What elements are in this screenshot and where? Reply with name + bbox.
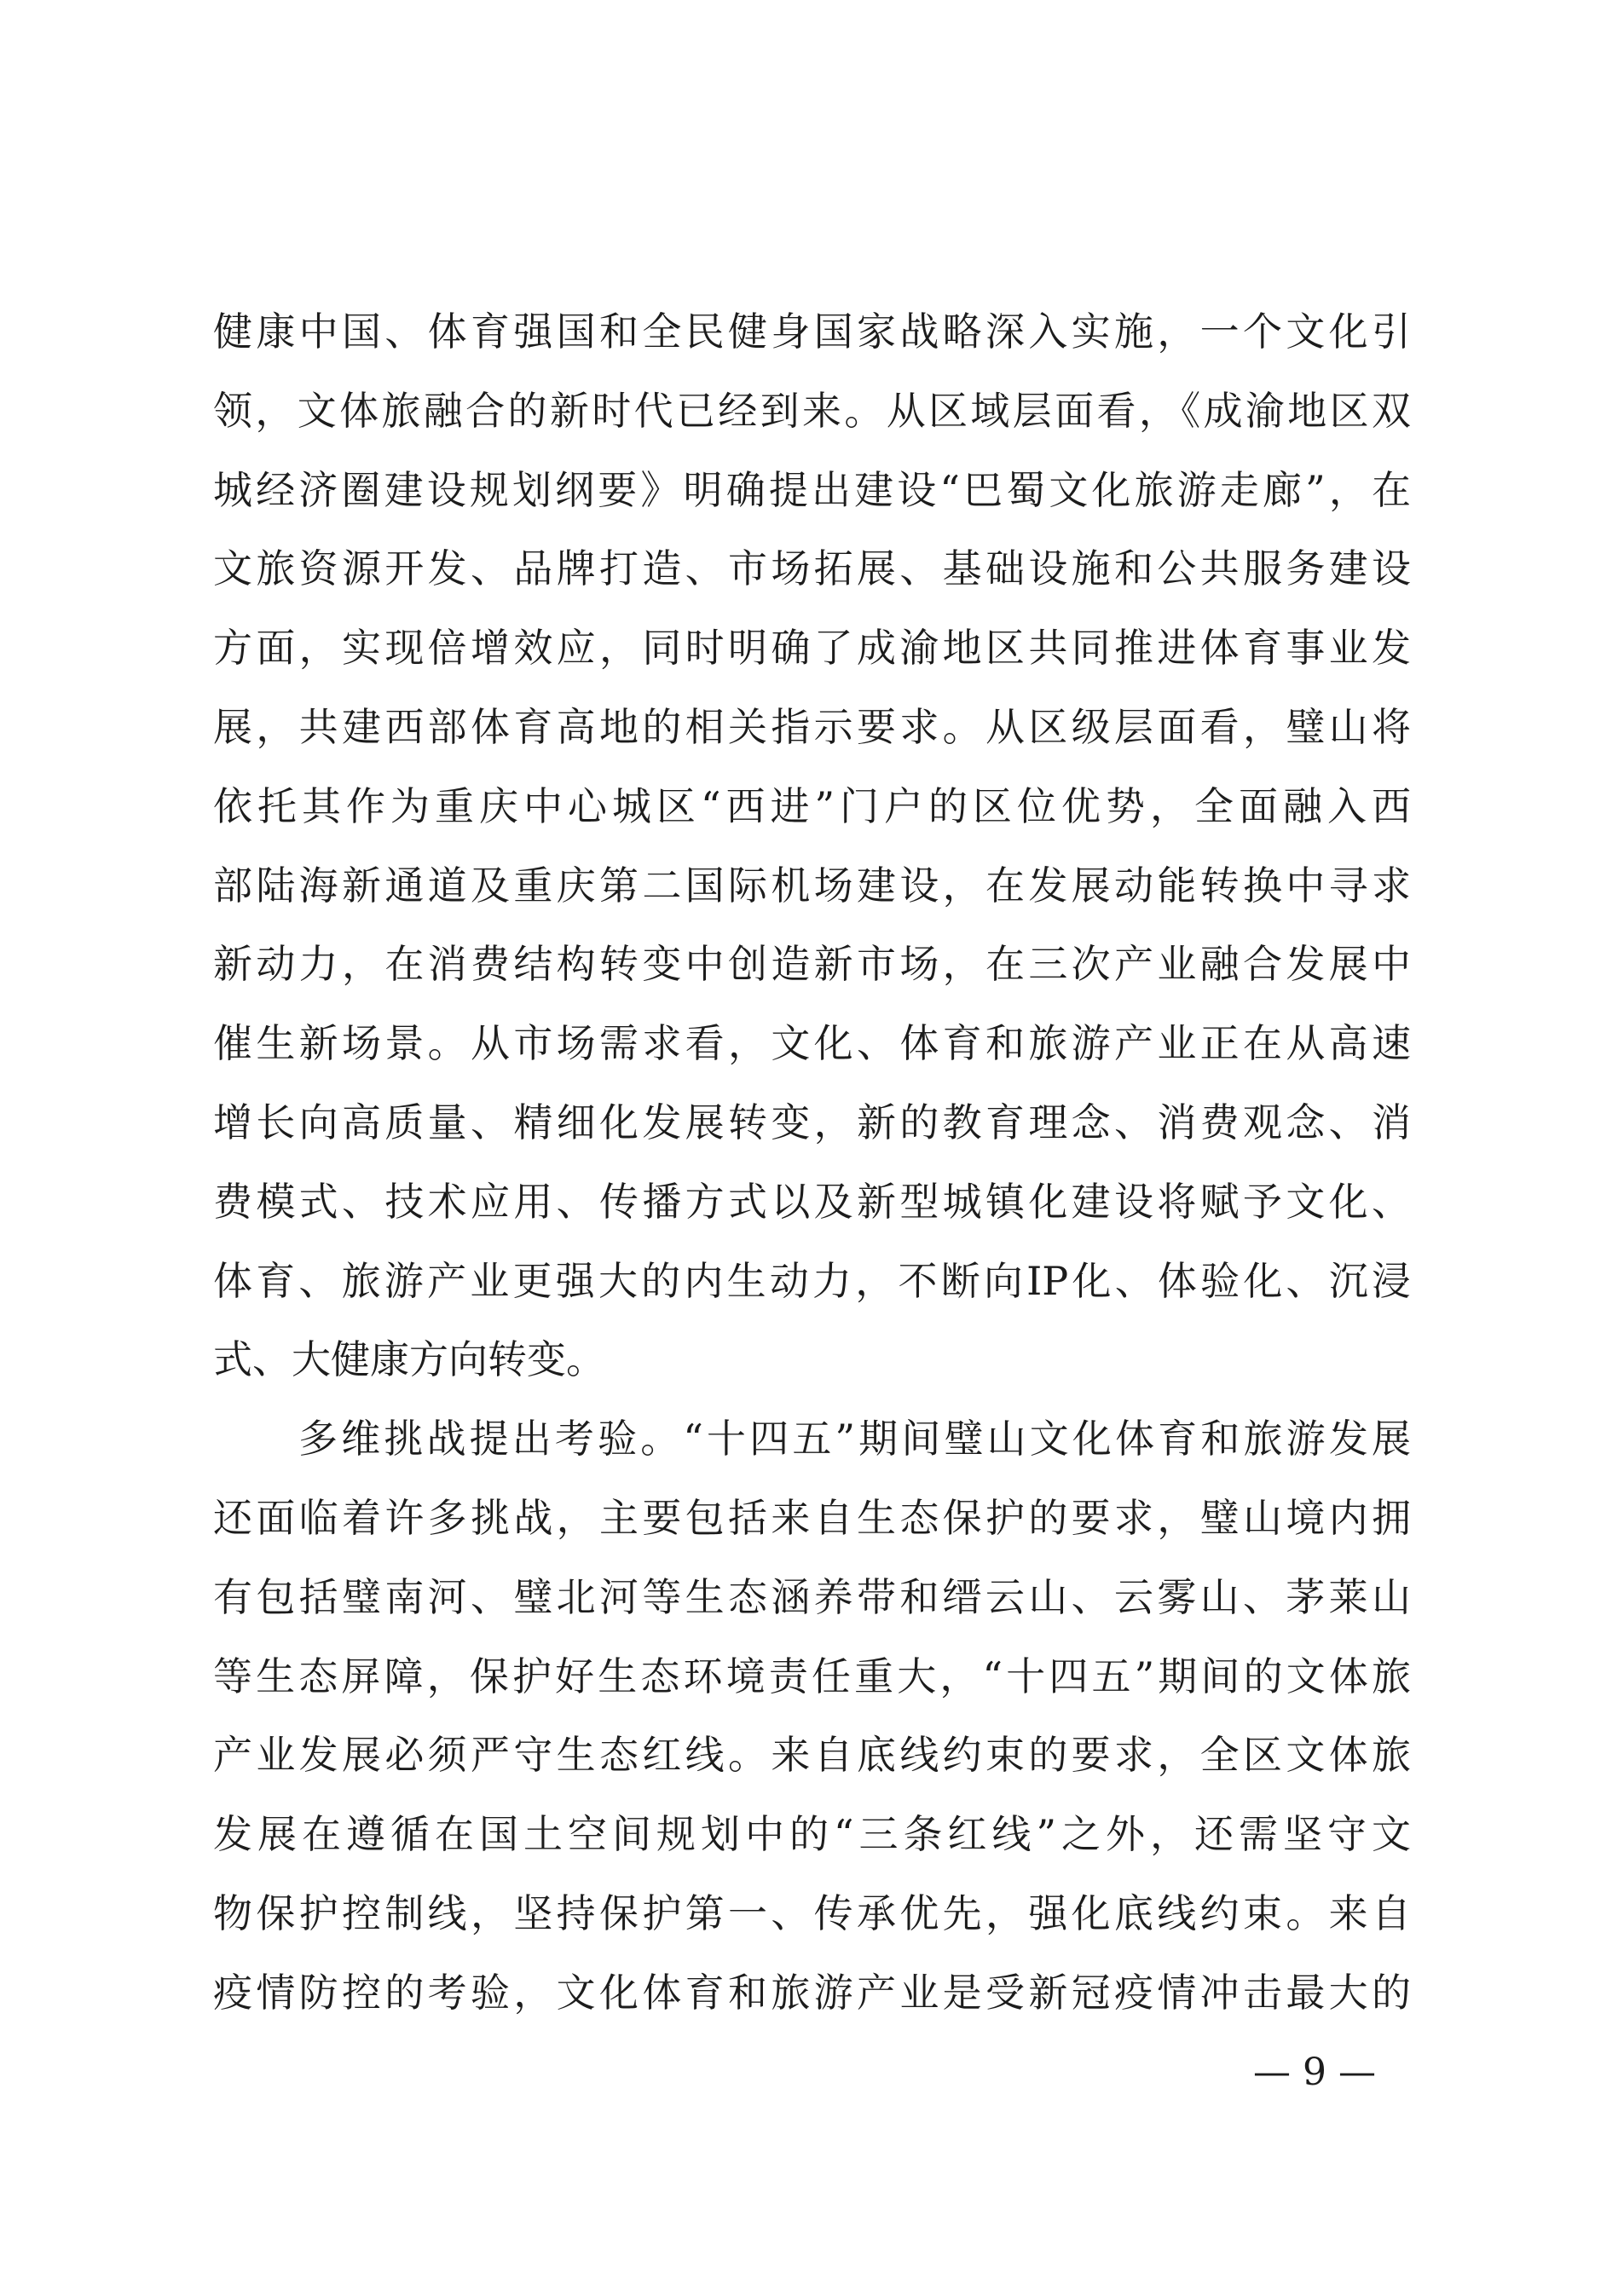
paragraph-strategic-opportunities <box>213 292 1411 1399</box>
text-line: 依托其作为重庆中心城区“西进”门户的区位优势，全面融入西 <box>213 782 1411 829</box>
text-line: 有包括璧南河、璧北河等生态涵养带和缙云山、云雾山、茅莱山 <box>213 1573 1411 1620</box>
text-line: 式、大健康方向转变。 <box>213 1336 605 1383</box>
text-line: 新动力，在消费结构转变中创造新市场，在三次产业融合发展中 <box>213 941 1411 988</box>
text-line: 发展在遵循在国土空间规划中的“三条红线”之外，还需坚守文 <box>213 1811 1411 1858</box>
text-line: 等生态屏障，保护好生态环境责任重大，“十四五”期间的文体旅 <box>213 1653 1411 1699</box>
text-line: 还面临着许多挑战，主要包括来自生态保护的要求，璧山境内拥 <box>213 1494 1411 1541</box>
text-line: 费模式、技术应用、传播方式以及新型城镇化建设将赋予文化、 <box>213 1178 1411 1225</box>
text-line: 增长向高质量、精细化发展转变，新的教育理念、消费观念、消 <box>213 1099 1411 1145</box>
text-line: 体育、旅游产业更强大的内生动力，不断向IP化、体验化、沉浸 <box>213 1257 1411 1304</box>
text-line: 多维挑战提出考验。“十四五”期间璧山文化体育和旅游发展 <box>298 1416 1411 1462</box>
document-body <box>213 292 1411 2033</box>
text-line: 健康中国、体育强国和全民健身国家战略深入实施，一个文化引 <box>213 309 1411 355</box>
text-line: 疫情防控的考验，文化体育和旅游产业是受新冠疫情冲击最大的 <box>213 1969 1411 2016</box>
text-line: 部陆海新通道及重庆第二国际机场建设，在发展动能转换中寻求 <box>213 862 1411 909</box>
text-line: 产业发展必须严守生态红线。来自底线约束的要求，全区文体旅 <box>213 1732 1411 1779</box>
paragraph-multidimensional-challenges <box>213 1399 1411 2032</box>
text-line: 展，共建西部体育高地的相关指示要求。从区级层面看，璧山将 <box>213 703 1411 750</box>
text-line: 城经济圈建设规划纲要》明确提出建设“巴蜀文化旅游走廊”，在 <box>213 466 1411 513</box>
page-number: — 9 — <box>1253 2051 1376 2094</box>
text-line: 物保护控制线，坚持保护第一、传承优先，强化底线约束。来自 <box>213 1889 1411 1936</box>
text-line: 领，文体旅融合的新时代已经到来。从区域层面看，《成渝地区双 <box>213 387 1411 434</box>
text-line: 文旅资源开发、品牌打造、市场拓展、基础设施和公共服务建设 <box>213 545 1411 592</box>
text-line: 方面，实现倍增效应，同时明确了成渝地区共同推进体育事业发 <box>213 625 1411 672</box>
text-line: 催生新场景。从市场需求看，文化、体育和旅游产业正在从高速 <box>213 1020 1411 1067</box>
